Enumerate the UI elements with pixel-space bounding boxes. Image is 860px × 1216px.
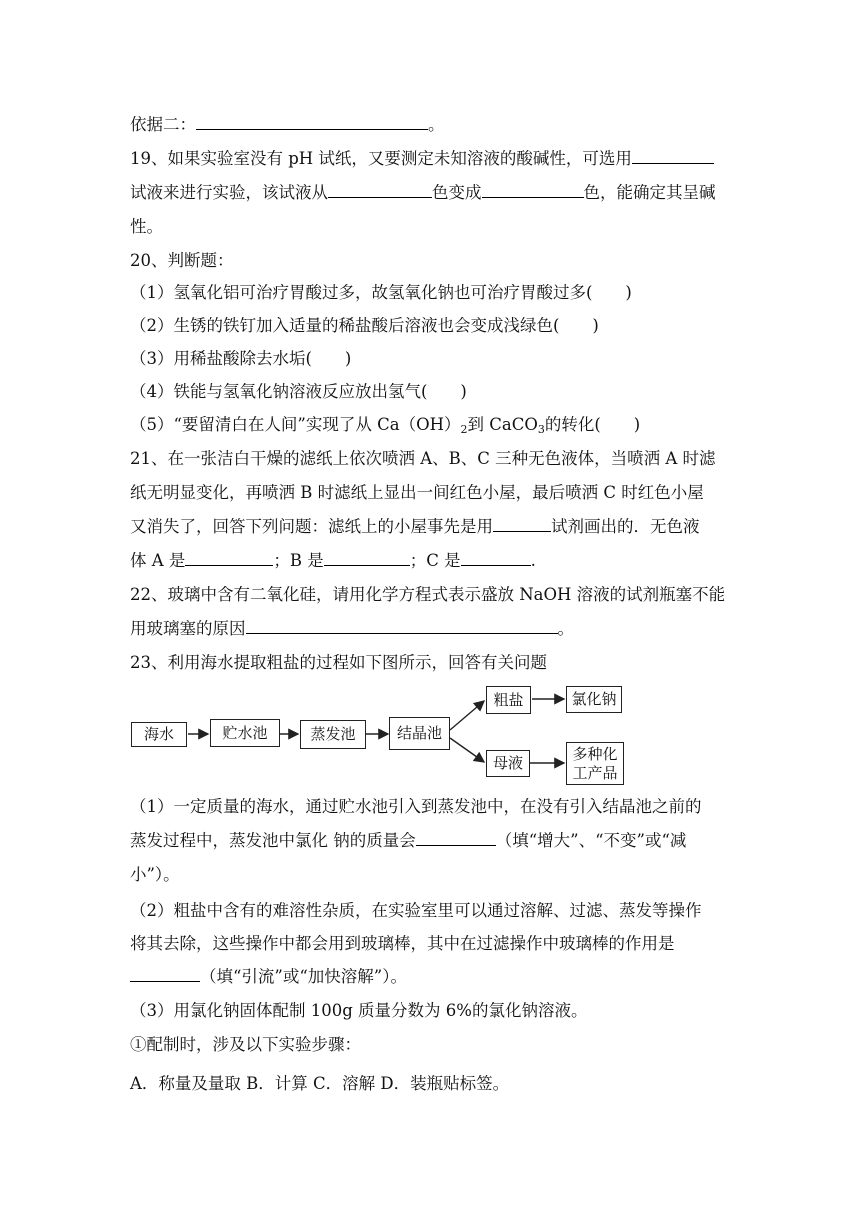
q21-line-1: 21、在一张洁白干燥的滤纸上依次喷洒 A、B、C 三种无色液体，当喷洒 A 时滤 — [130, 449, 716, 468]
text: （填“引流”或“加快溶解”）。 — [200, 967, 407, 986]
box-reservoir: 贮水池 — [210, 719, 280, 747]
answer-blank[interactable] — [130, 965, 200, 982]
text: . — [530, 551, 536, 570]
text: ；B 是 — [273, 551, 324, 570]
text: 试液来进行实验，该试液从 — [130, 183, 328, 202]
text: 的转化( ) — [544, 415, 641, 434]
text: 蒸发过程中，蒸发池中氯化 钠的质量会 — [130, 831, 416, 850]
box-evaporation: 蒸发池 — [300, 720, 366, 749]
q23-1-line-3: 小”）。 — [130, 865, 180, 884]
arrow — [450, 738, 484, 762]
q23-1-line-2 — [130, 829, 686, 853]
arrow — [450, 701, 484, 730]
text: 19、如果实验室没有 pH 试纸，又要测定未知溶液的酸碱性，可选用 — [130, 149, 632, 168]
text: 多种化 — [572, 744, 618, 763]
text: 工产品 — [572, 763, 618, 782]
subscript: 3 — [537, 423, 545, 436]
q20-item-4: （4）铁能与氢氧化钠溶液反应放出氢气( ) — [130, 382, 467, 401]
text: 试剂画出的．无色液 — [551, 517, 700, 536]
q23-3-line-2: ①配制时，涉及以下实验步骤： — [130, 1035, 361, 1054]
text: 依据二： — [130, 115, 196, 134]
box-sodium-chloride: 氯化钠 — [566, 686, 622, 713]
box-mother-liquor: 母液 — [486, 750, 530, 777]
q20-item-2: （2）生锈的铁钉加入适量的稀盐酸后溶液也会变成浅绿色( ) — [130, 316, 599, 335]
text: （填“增大”、“不变”或“减 — [495, 831, 687, 850]
text: 到 CaCO — [467, 415, 538, 434]
q20-title: 20、判断题： — [130, 251, 234, 270]
text: 色，能确定其呈碱 — [583, 183, 716, 202]
text: ；C 是 — [409, 551, 461, 570]
q20-item-1: （1）氢氧化铝可治疗胃酸过多，故氢氧化钠也可治疗胃酸过多( ) — [130, 283, 632, 302]
box-seawater: 海水 — [131, 722, 187, 747]
q23-3-steps: A．称量及量取 B．计算 C．溶解 D．装瓶贴标签。 — [130, 1074, 510, 1093]
q23-2-line-1: （2）粗盐中含有的难溶性杂质，在实验室里可以通过溶解、过滤、蒸发等操作 — [130, 901, 702, 920]
answer-blank[interactable] — [416, 829, 496, 846]
q23-2-line-2: 将其去除，这些操作中都会用到玻璃棒，其中在过滤操作中玻璃棒的作用是 — [130, 934, 675, 953]
q23-title: 23、利用海水提取粗盐的过程如下图所示，回答有关问题 — [130, 653, 547, 672]
text: 。 — [557, 619, 574, 638]
text: 。 — [428, 115, 445, 134]
text: 用玻璃塞的原因 — [130, 619, 246, 638]
q23-3-line-1: （3）用氯化钠固体配制 100g 质量分数为 6%的氯化钠溶液。 — [130, 1001, 588, 1020]
text: 又消失了，回答下列问题：滤纸上的小屋事先是用 — [130, 517, 493, 536]
q20-item-3: （3）用稀盐酸除去水垢( ) — [130, 349, 352, 368]
text: 体 A 是 — [130, 551, 186, 570]
box-crystallization: 结晶池 — [389, 717, 450, 750]
q23-2-line-3 — [130, 965, 407, 989]
text: 色变成 — [432, 183, 482, 202]
q22-line-1: 22、玻璃中含有二氧化硅，请用化学方程式表示盛放 NaOH 溶液的试剂瓶塞不能 — [130, 585, 726, 604]
q23-1-line-1: （1）一定质量的海水，通过贮水池引入到蒸发池中，在没有引入结晶池之前的 — [130, 797, 702, 816]
q21-line-2: 纸无明显变化，再喷洒 B 时滤纸上显出一间红色小屋，最后喷洒 C 时红色小屋 — [130, 483, 704, 502]
q19-line-3: 性。 — [130, 217, 163, 236]
subscript: 2 — [460, 423, 468, 436]
text: （5）“要留清白在人间”实现了从 Ca（OH） — [130, 415, 461, 434]
box-crude-salt: 粗盐 — [486, 686, 531, 714]
box-chemical-products — [566, 742, 624, 785]
